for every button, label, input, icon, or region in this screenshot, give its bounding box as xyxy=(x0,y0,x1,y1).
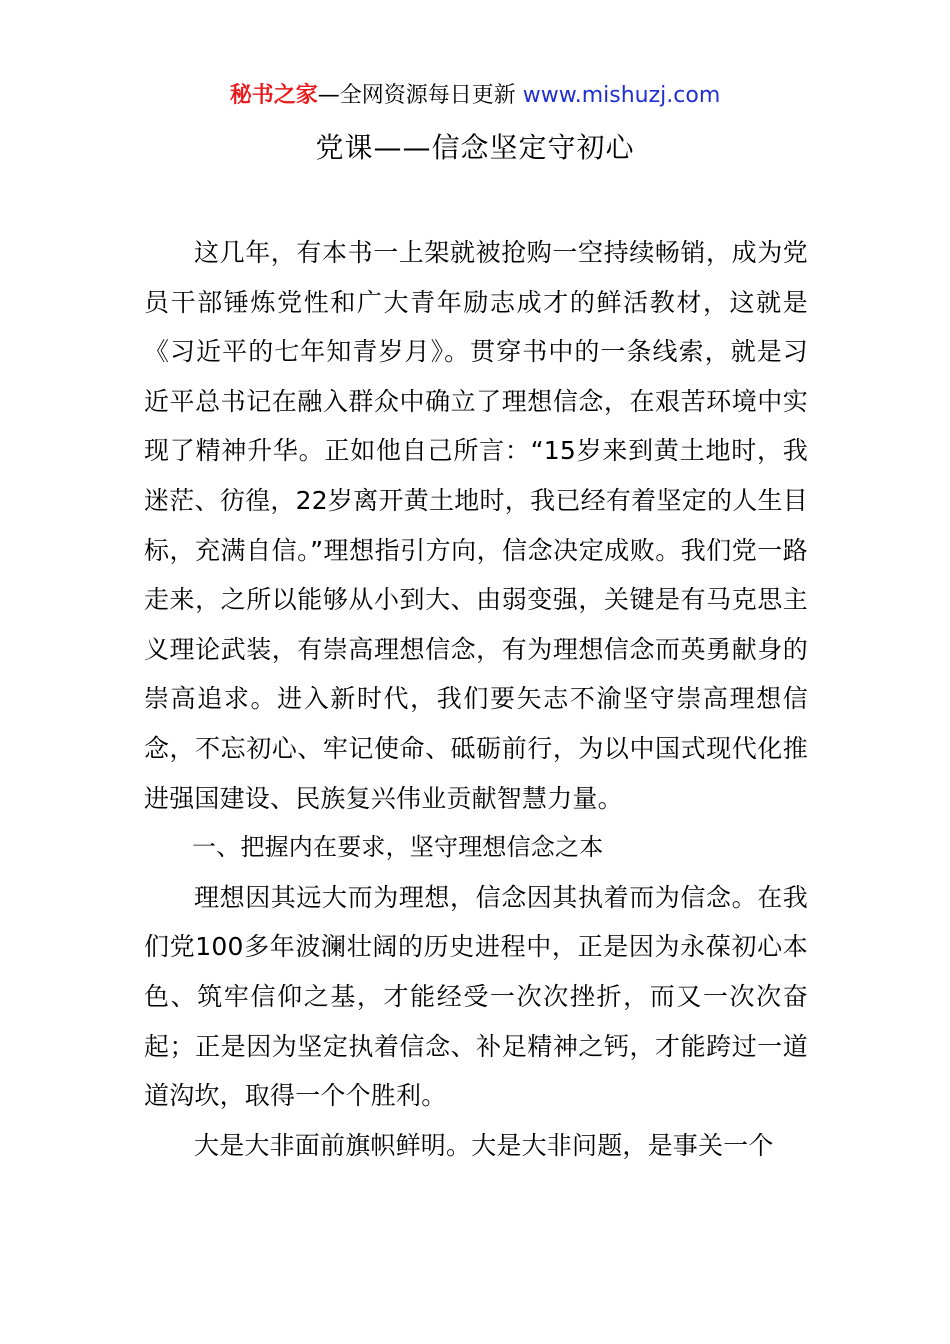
section-heading-1: 一、把握内在要求，坚守理想信念之本 xyxy=(192,833,604,862)
paragraph-intro: 这几年，有本书一上架就被抢购一空持续畅销，成为党员干部锤炼党性和广大青年励志成才的鲜活教材，这就是《习近平的七年知青岁月》。贯穿书中的一条线索，就是习近平总书记在融入群众中确立了理想信念，在艰苦环境中实现了精神升华。正如他自己所言：“15岁来到黄土地时，我迷茫、彷徨，22岁离开黄土地时，我已经有着坚定的人生目标，充满自信。”理想指引方向，信念决定成败。我们党一路走来，之所以能够从小到大、由弱变强，关键是有马克思主义理论武装，有崇高理想信念，有为理想信念而英勇献身的崇高追求。进入新时代，我们要矢志不渝坚守崇高理想信念，不忘初心、牢记使命、砥砺前行，为以中国式现代化推进强国建设、民族复兴伟业贡献智慧力量。 xyxy=(144,238,808,813)
document-title: 党课——信念坚定守初心 xyxy=(315,131,635,164)
paragraph-section-1: 理想因其远大而为理想，信念因其执着而为信念。在我们党100多年波澜壮阔的历史进程中，正是因为永葆初心本色、筑牢信仰之基，才能经受一次次挫折，而又一次次奋起；正是因为坚定执着信念、补足精神之钙，才能跨过一道道沟坎，取得一个个胜利。 xyxy=(144,882,808,1111)
site-header xyxy=(0,80,950,112)
header-tagline: —全网资源每日更新 xyxy=(317,83,523,108)
site-url-link[interactable]: www.mishuzj.com xyxy=(522,83,721,108)
document-body xyxy=(144,228,808,1170)
brand-name: 秘书之家 xyxy=(229,83,318,108)
paragraph-section-1-sub: 大是大非面前旗帜鲜明。大是大非问题，是事关一个 xyxy=(194,1130,774,1160)
